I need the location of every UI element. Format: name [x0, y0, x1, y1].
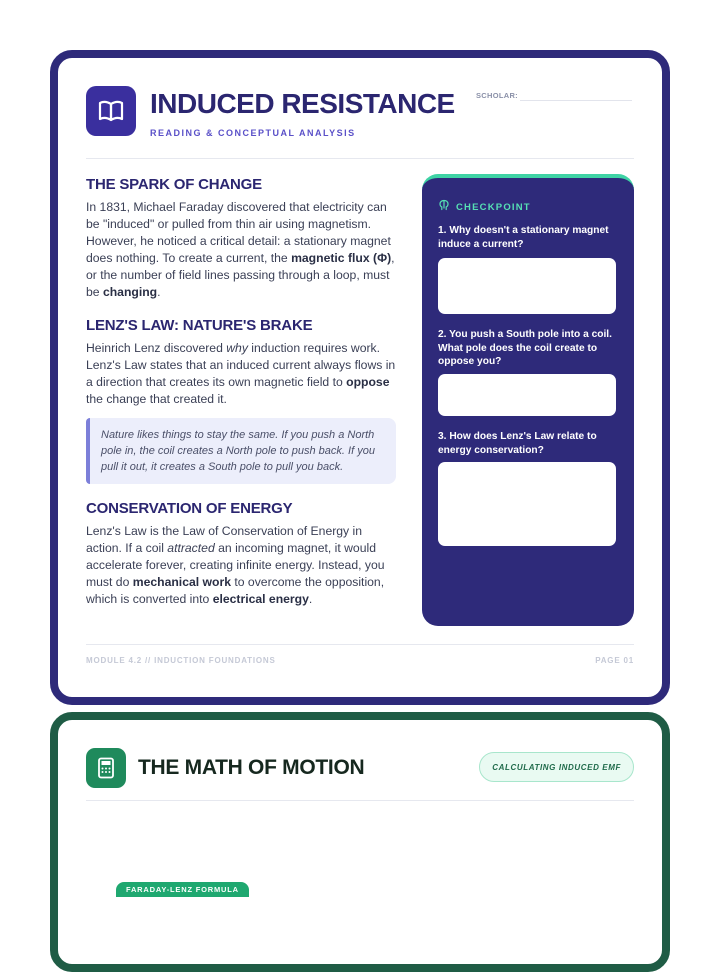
module-label: MODULE 4.2 // INDUCTION FOUNDATIONS	[86, 656, 276, 665]
checkpoint-question: 2. You push a South pole into a coil. What pole does the coil create to oppose you?	[438, 329, 612, 367]
page-number: PAGE 01	[595, 656, 634, 665]
answer-box-3[interactable]	[438, 462, 616, 546]
page-card-induced-resistance	[50, 50, 670, 705]
callout-quote: Nature likes things to stay the same. If you push a North pole in, the coil creates a North pole to push back. If you pull it out, it creates a South pole to pull you back.	[86, 418, 396, 484]
page-subtitle: READING & CONCEPTUAL ANALYSIS	[150, 128, 356, 138]
checkpoint-title: CHECKPOINT	[456, 201, 531, 213]
section-heading: THE SPARK OF CHANGE	[86, 176, 262, 193]
section-paragraph: Heinrich Lenz discovered why induction requires work. Lenz's Law states that an induced current always flows in a direction that creates its own magnetic field to oppose the change that created it.	[86, 341, 396, 406]
formula-tag: FARADAY-LENZ FORMULA	[116, 882, 249, 897]
checkpoint-question: 3. How does Lenz's Law relate to energy conservation?	[438, 431, 597, 456]
header-divider	[86, 800, 634, 801]
header-divider	[86, 158, 634, 159]
calculator-icon	[86, 748, 126, 788]
topic-badge: CALCULATING INDUCED EMF	[479, 752, 634, 782]
page-title: THE MATH OF MOTION	[138, 756, 365, 779]
scholar-name-field[interactable]	[520, 100, 632, 101]
page-title: INDUCED RESISTANCE	[150, 88, 455, 119]
section-spark-of-change	[86, 176, 396, 301]
brain-icon	[438, 198, 450, 216]
page-card-math-of-motion	[50, 712, 670, 972]
reading-column	[86, 176, 396, 608]
checkpoint-question: 1. Why doesn't a stationary magnet induce a current?	[438, 225, 609, 250]
answer-box-2[interactable]	[438, 374, 616, 416]
section-heading: LENZ'S LAW: NATURE'S BRAKE	[86, 317, 313, 334]
section-heading: CONSERVATION OF ENERGY	[86, 500, 293, 517]
checkpoint-panel	[422, 174, 634, 626]
section-paragraph: In 1831, Michael Faraday discovered that electricity can be "induced" or pulled from thin air using magnetism. However, he noticed a critical detail: a stationary magnet does nothing. To create a current, the magnetic flux (Φ), or the number of field lines passing through a loop, must be changing.	[86, 200, 395, 299]
footer-divider	[86, 644, 634, 645]
section-lenzs-law	[86, 317, 396, 484]
section-conservation-of-energy	[86, 500, 396, 608]
section-paragraph: Lenz's Law is the Law of Conservation of Energy in action. If a coil attracted an incoming magnet, it would accelerate forever, creating infinite energy. Instead, you must do mechanical work to overcome the opposition, which is converted into electrical energy.	[86, 524, 385, 606]
answer-box-1[interactable]	[438, 258, 616, 314]
book-icon	[86, 86, 136, 136]
checkpoint-header	[438, 198, 531, 216]
scholar-label: SCHOLAR:	[476, 91, 518, 100]
page-header	[86, 86, 634, 156]
